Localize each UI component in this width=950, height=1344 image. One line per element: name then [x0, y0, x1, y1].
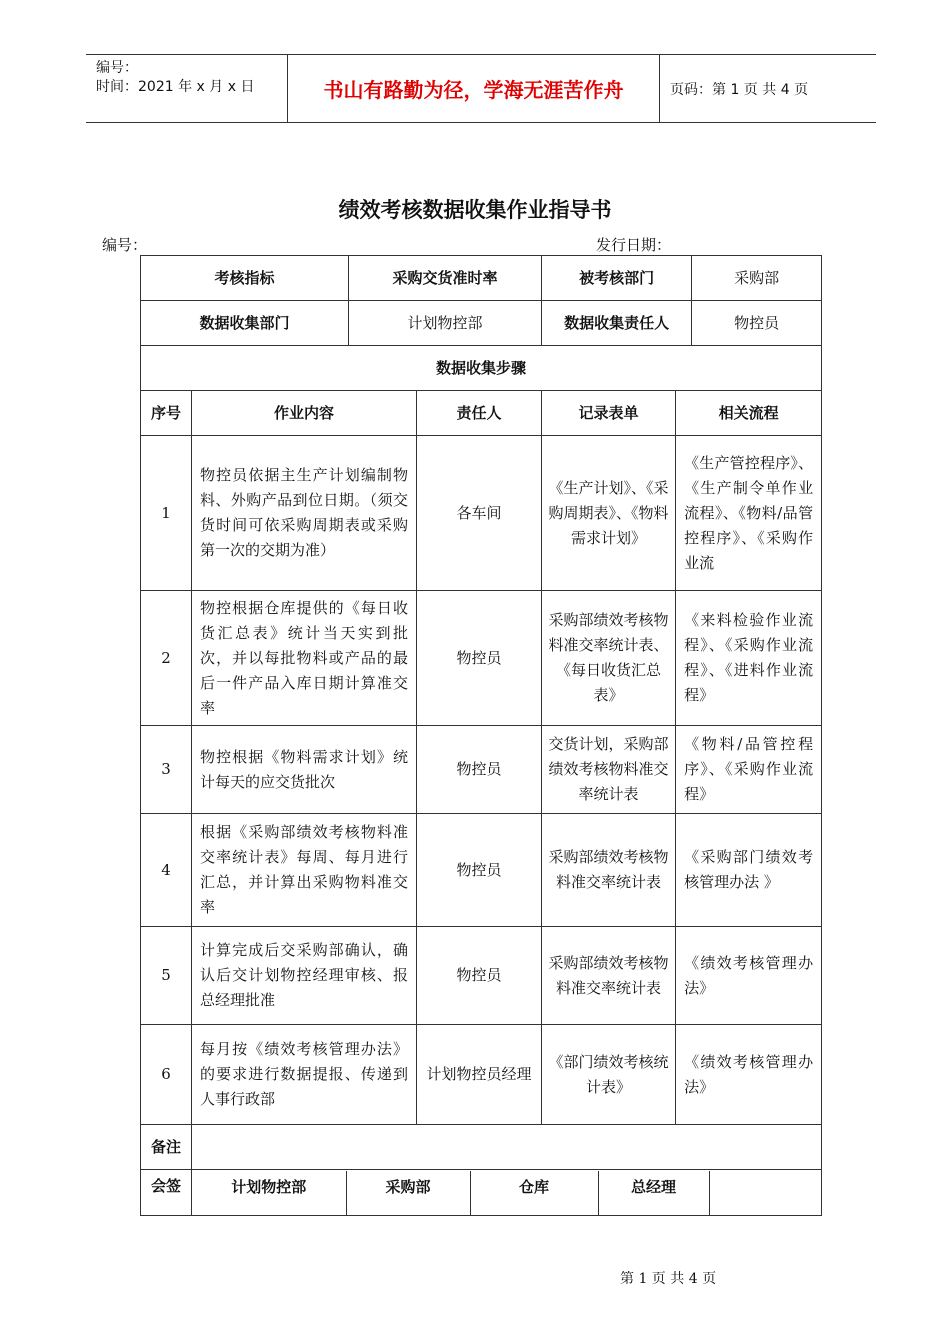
table-row — [141, 591, 822, 726]
issue-date-label: 发行日期： — [596, 236, 672, 254]
row-seq: 3 — [141, 726, 192, 814]
row-content: 物控根据《物料需求计划》统计每天的应交货批次 — [192, 726, 417, 814]
remarks-value — [192, 1125, 822, 1170]
row-process: 《绩效考核管理办法》 — [676, 927, 822, 1025]
row-content: 每月按《绩效考核管理办法》的要求进行数据提报、传递到人事行政部 — [192, 1025, 417, 1125]
row-process: 《绩效考核管理办法》 — [676, 1025, 822, 1125]
col-record: 记录表单 — [542, 391, 676, 436]
collect-dept-value: 计划物控部 — [349, 301, 542, 346]
collect-dept-label: 数据收集部门 — [141, 301, 349, 346]
steps-title: 数据收集步骤 — [141, 346, 822, 391]
header-number-label: 编号： — [96, 60, 138, 76]
row-record: 《部门绩效考核统计表》 — [542, 1025, 676, 1125]
column-header-row — [141, 391, 822, 436]
row-owner: 各车间 — [417, 436, 542, 591]
header-page-info: 页码：第 1 页 共 4 页 — [670, 81, 809, 98]
table-row — [141, 436, 822, 591]
row-record: 采购部绩效考核物料准交率统计表、《每日收货汇总表》 — [542, 591, 676, 726]
header-left — [96, 59, 254, 97]
sign-gm: 总经理 — [598, 1171, 709, 1215]
row-process — [676, 436, 822, 591]
assessed-dept-label: 被考核部门 — [542, 256, 692, 301]
row-process: 《来料检验作业流程》、《采购作业流程》、《进料作业流程》 — [676, 591, 822, 726]
sign-row — [141, 1170, 822, 1216]
page-footer: 第 1 页 共 4 页 — [620, 1271, 717, 1287]
row-seq: 1 — [141, 436, 192, 591]
collect-person-value: 物控员 — [692, 301, 822, 346]
row-process: 《采购部门绩效考核管理办法 》 — [676, 814, 822, 927]
indicator-value: 采购交货准时率 — [349, 256, 542, 301]
row-owner: 物控员 — [417, 726, 542, 814]
row-seq: 6 — [141, 1025, 192, 1125]
document-title: 绩效考核数据收集作业指导书 — [338, 198, 612, 222]
col-seq: 序号 — [141, 391, 192, 436]
sign-blank — [709, 1171, 822, 1215]
page-header — [86, 54, 876, 123]
sign-label: 会签 — [141, 1170, 192, 1216]
col-owner: 责任人 — [417, 391, 542, 436]
row-seq: 4 — [141, 814, 192, 927]
row-content: 物控根据仓库提供的《每日收货汇总表》统计当天实到批次，并以每批物料或产品的最后一件产品入库日期计算准交率 — [192, 591, 417, 726]
table-row — [141, 726, 822, 814]
row-record: 采购部绩效考核物料准交率统计表 — [542, 814, 676, 927]
table-row — [141, 814, 822, 927]
row-record: 交货计划，采购部绩效考核物料准交率统计表 — [542, 726, 676, 814]
row-content: 计算完成后交采购部确认，确认后交计划物控经理审核、报总经理批准 — [192, 927, 417, 1025]
row-owner: 计划物控员经理 — [417, 1025, 542, 1125]
col-content: 作业内容 — [192, 391, 417, 436]
row-owner: 物控员 — [417, 927, 542, 1025]
row-content: 物控员依据主生产计划编制物料、外购产品到位日期。（须交货时间可依采购周期表或采购第一次的交期为准） — [192, 436, 417, 591]
row-record: 《生产计划》、《采购周期表》、《物料需求计划》 — [542, 436, 676, 591]
row-seq: 5 — [141, 927, 192, 1025]
document-number-label: 编号： — [102, 236, 148, 254]
assessed-dept-value: 采购部 — [692, 256, 822, 301]
row-content: 根据《采购部绩效考核物料准交率统计表》每周、每月进行汇总，并计算出采购物料准交率 — [192, 814, 417, 927]
row-process-text: 《生产管控程序》、《生产制令单作业流程》、《物料/品管控程序》、《采购作业流 — [684, 453, 814, 572]
row-owner: 物控员 — [417, 814, 542, 927]
header-time-label: 时间：2021 年 x 月 x 日 — [96, 79, 255, 95]
row-seq: 2 — [141, 591, 192, 726]
table-row — [141, 1025, 822, 1125]
header-motto: 书山有路勤为径，学海无涯苦作舟 — [287, 55, 660, 122]
info-row-2 — [141, 301, 822, 346]
sign-table — [192, 1171, 822, 1215]
instruction-table — [140, 255, 822, 1216]
sign-planning: 计划物控部 — [231, 1177, 307, 1196]
col-process: 相关流程 — [676, 391, 822, 436]
remarks-row — [141, 1125, 822, 1170]
sign-cells — [192, 1170, 822, 1216]
indicator-label: 考核指标 — [141, 256, 349, 301]
row-owner: 物控员 — [417, 591, 542, 726]
steps-title-row — [141, 346, 822, 391]
info-row-1 — [141, 256, 822, 301]
sign-warehouse: 仓库 — [470, 1171, 598, 1215]
sign-purchasing: 采购部 — [346, 1171, 470, 1215]
table-row — [141, 927, 822, 1025]
remarks-label: 备注 — [141, 1125, 192, 1170]
row-record: 采购部绩效考核物料准交率统计表 — [542, 927, 676, 1025]
row-process: 《物料/品管控程序》、《采购作业流程》 — [676, 726, 822, 814]
collect-person-label: 数据收集责任人 — [542, 301, 692, 346]
